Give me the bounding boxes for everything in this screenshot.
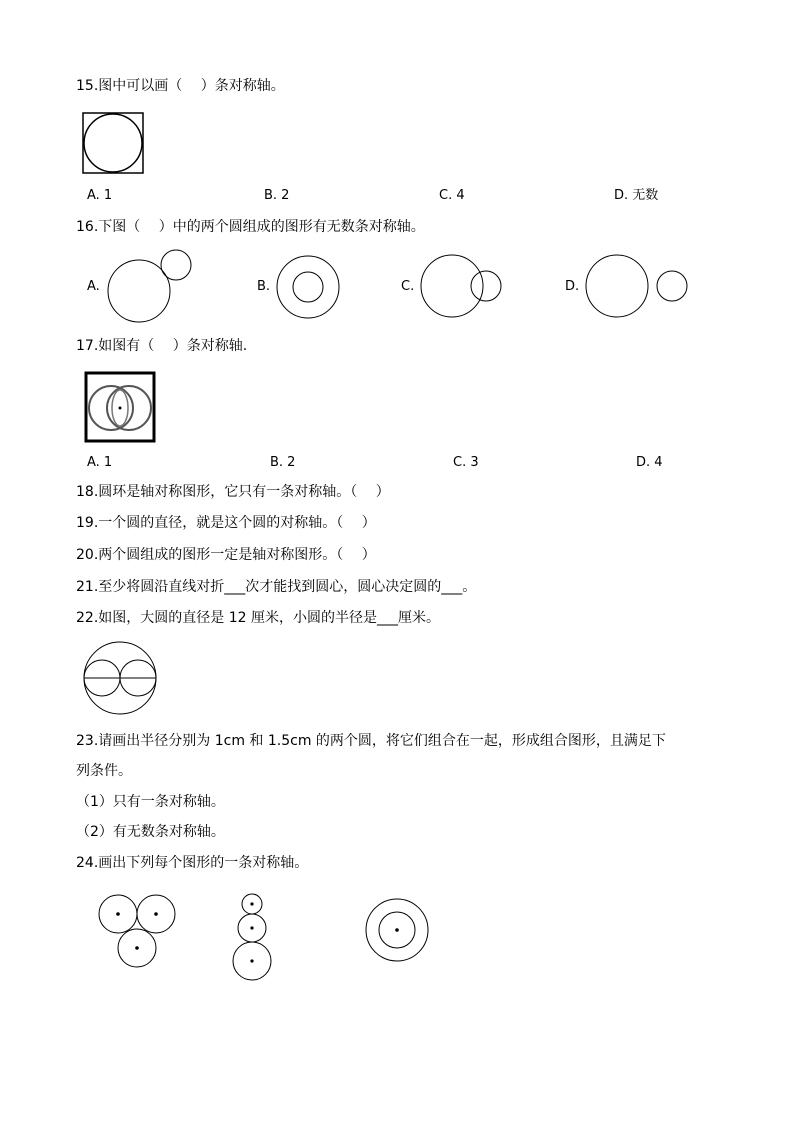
question-23-part-1: （1）只有一条对称轴。	[76, 794, 225, 810]
question-18: 18.圆环是轴对称图形，它只有一条对称轴。（ ）	[76, 484, 390, 500]
question-23-part-2: （2）有无数条对称轴。	[76, 824, 225, 840]
q16-figure-c-overlapping-circles	[419, 253, 505, 319]
question-24-stem: 24.画出下列每个图形的一条对称轴。	[76, 855, 309, 871]
q16-option-a: A.	[87, 279, 100, 294]
q15-option-b: B. 2	[264, 188, 290, 203]
q16-figure-d-separate-circles	[584, 253, 690, 319]
question-17-stem: 17.如图有（ ）条对称轴.	[76, 338, 248, 354]
q16-figure-a-two-tangent-circles	[104, 247, 196, 323]
q15-option-a: A. 1	[87, 188, 113, 203]
q17-option-a: A. 1	[87, 455, 113, 470]
question-21: 21.至少将圆沿直线对折___次才能找到圆心，圆心决定圆的___。	[76, 579, 477, 595]
q15-option-c: C. 4	[439, 188, 465, 203]
question-23-stem-line2: 列条件。	[76, 763, 132, 779]
q16-option-c: C.	[401, 279, 415, 294]
question-23-stem-line1: 23.请画出半径分别为 1cm 和 1.5cm 的两个圆，将它们组合在一起，形成组合图形，且满足下	[76, 733, 666, 749]
q15-option-d: D. 无数	[614, 188, 659, 203]
q22-figure-two-small-circles-in-large-circle	[82, 640, 158, 716]
q15-figure-circle-in-square	[82, 112, 144, 174]
question-19: 19.一个圆的直径，就是这个圆的对称轴。（ ）	[76, 515, 376, 531]
question-20: 20.两个圆组成的图形一定是轴对称图形。（ ）	[76, 547, 376, 563]
q17-option-d: D. 4	[636, 455, 663, 470]
q16-figure-b-concentric-circles	[275, 254, 341, 320]
q24-figure-concentric-rings	[364, 897, 430, 963]
q16-option-b: B.	[257, 279, 271, 294]
q17-figure-circles-in-square	[84, 371, 156, 443]
question-22: 22.如图，大圆的直径是 12 厘米，小圆的半径是___厘米。	[76, 610, 440, 626]
q24-figure-stacked-circles	[230, 892, 274, 982]
q16-option-d: D.	[565, 279, 580, 294]
q24-figure-three-circles-triangle	[96, 892, 180, 972]
q17-option-b: B. 2	[270, 455, 296, 470]
question-16-stem: 16.下图（ ）中的两个圆组成的图形有无数条对称轴。	[76, 219, 425, 235]
q17-option-c: C. 3	[453, 455, 479, 470]
question-15-stem: 15.图中可以画（ ）条对称轴。	[76, 78, 285, 94]
